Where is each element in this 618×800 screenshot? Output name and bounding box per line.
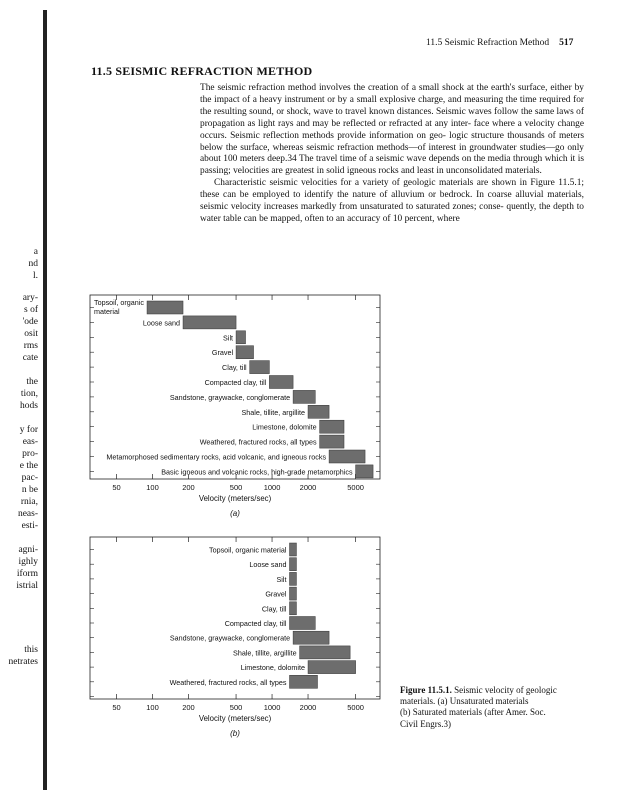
category-label: Silt — [223, 333, 234, 343]
category-label: Weathered, fractured rocks, all types — [169, 677, 287, 687]
text-line: follow the same laws of propagation as light rays and may be reflected or refracted at any inter- — [200, 106, 584, 129]
gutter-fragment: netrates — [8, 657, 38, 667]
x-tick-label: 5000 — [347, 483, 364, 492]
range-bar — [300, 646, 351, 659]
category-label: Limestone, dolomite — [252, 422, 317, 432]
running-header — [426, 38, 573, 48]
gutter-fragment: l. — [32, 271, 38, 281]
x-tick-label: 200 — [182, 703, 195, 712]
gutter-fragment: tion, — [20, 389, 38, 399]
running-title: 11.5 Seismic Refraction Method — [426, 38, 550, 48]
range-bar — [356, 465, 373, 478]
x-tick-label: 2000 — [299, 703, 317, 712]
caption-line: Seismic velocity of geologic — [454, 685, 557, 695]
range-bar — [290, 572, 297, 585]
figure-11-5-1b-chart — [82, 531, 392, 761]
range-bar — [293, 390, 315, 403]
gutter-fragment: this — [24, 645, 38, 655]
category-label: Limestone, dolomite — [240, 663, 306, 673]
range-bar — [147, 301, 183, 314]
category-label: material — [94, 307, 120, 316]
paragraph-text — [200, 83, 584, 178]
text-line: time required for the resulting sound, or shock, wave to travel known distances. Seismic waves — [200, 94, 585, 117]
category-label: Weathered, fractured rocks, all types — [199, 437, 317, 447]
category-label: Loose sand — [142, 318, 181, 328]
gutter-fragment: pro- — [22, 449, 38, 459]
x-tick-label: 100 — [146, 483, 159, 492]
category-label: Loose sand — [249, 560, 287, 570]
gutter-fragment: neas- — [17, 509, 38, 519]
gutter-fragment: iform — [16, 569, 38, 579]
caption-line: (b) Saturated materials (after Amer. Soc. — [400, 707, 546, 718]
category-label: Shale, tillite, argillite — [241, 407, 306, 417]
gutter-fragment: ary- — [22, 293, 38, 303]
gutter-fragment: n be — [21, 485, 38, 495]
gutter-fragment: istrial — [16, 581, 38, 591]
paragraph-1 — [200, 83, 584, 178]
x-axis-label: Velocity (meters/sec) — [198, 494, 272, 503]
category-label: Compacted clay, till — [204, 378, 267, 387]
x-tick-label: 2000 — [299, 483, 317, 492]
text-line: quently, the depth to water table can be mapped, often to an accuracy of 10 percent, where — [200, 202, 584, 224]
category-label: Topsoil, organic material — [209, 545, 287, 555]
category-label: Gravel — [265, 589, 287, 599]
category-label: Compacted clay, till — [224, 619, 287, 628]
caption-line: Civil Engrs.3) — [400, 718, 451, 729]
gutter-fragment: e the — [19, 461, 38, 471]
gutter-fragment: a — [33, 247, 38, 257]
text-line: rocks and least in unconsolidated materials. — [378, 166, 542, 177]
page-number: 517 — [559, 38, 574, 48]
gutter-fragment: s of — [24, 305, 38, 315]
gutter-fragment: nd — [28, 259, 38, 269]
panel-label: (a) — [230, 509, 240, 518]
facing-page-fragments — [0, 246, 38, 676]
range-bar — [308, 405, 329, 418]
text-line: interest in groundwater studies—go only about 100 meters deep.34 The travel time of a seismic — [200, 142, 584, 165]
category-label: Topsoil, organic — [94, 298, 144, 307]
x-axis-label: Velocity (meters/sec) — [198, 714, 272, 723]
category-label: Basic igneous and volcanic rocks, high-grade metamorphics — [161, 467, 353, 477]
plot-frame — [90, 537, 380, 699]
text-line: Characteristic seismic velocities for a variety of geologic materials are shown in Figure — [214, 178, 559, 189]
binding-spine — [40, 10, 50, 790]
gutter-fragment: esti- — [21, 521, 38, 531]
text-line: wave depends on the media through which it is passing; velocities are greatest in solid igneous — [200, 154, 585, 177]
category-label: Metamorphosed sedimentary rocks, acid volcanic, and igneous rocks — [106, 452, 327, 462]
text-line: materials, seismic velocity increases markedly from unsaturated to saturated zones; conse- — [200, 190, 584, 213]
x-tick-label: 50 — [112, 483, 121, 492]
body-text — [200, 83, 584, 226]
x-tick-label: 200 — [182, 483, 195, 492]
gutter-fragment: 'ode — [22, 317, 38, 327]
text-line: 11.5.1; these can be employed to identify the nature of alluvium or bedrock. In coarse alluvial — [200, 178, 584, 201]
range-bar — [290, 675, 318, 688]
x-tick-label: 5000 — [347, 703, 364, 712]
text-line: face where a velocity change occurs. Seismic reflection methods provide information on geo- — [200, 118, 585, 141]
gutter-fragment: agni- — [18, 545, 38, 555]
range-bar — [290, 587, 297, 600]
range-bar — [308, 661, 356, 674]
range-bar — [290, 558, 297, 571]
range-bar — [320, 435, 344, 448]
paragraph-2 — [200, 178, 584, 226]
panel-label: (b) — [230, 729, 240, 738]
gutter-fragment: osit — [24, 329, 38, 339]
range-bar — [236, 346, 253, 359]
figure-caption — [400, 685, 580, 730]
gutter-fragment: hods — [20, 401, 38, 411]
range-bar — [183, 316, 236, 329]
gutter-fragment: the — [26, 377, 38, 387]
section-title: 11.5 SEISMIC REFRACTION METHOD — [91, 64, 313, 78]
category-label: Sandstone, graywacke, conglomerate — [169, 633, 291, 643]
x-tick-label: 1000 — [263, 483, 281, 492]
range-bar — [290, 543, 297, 556]
range-bar — [293, 631, 329, 644]
gutter-fragment: y for — [19, 425, 38, 435]
x-tick-label: 500 — [229, 483, 243, 492]
caption-line: materials. (a) Unsaturated materials — [400, 696, 529, 707]
category-label: Clay, till — [261, 604, 287, 614]
category-label: Gravel — [211, 348, 234, 358]
range-bar — [250, 361, 270, 374]
text-line: The seismic refraction method involves the creation of a small shock at the earth's surface, — [200, 83, 551, 93]
range-bar — [236, 331, 245, 344]
figure-label: Figure 11.5.1. — [400, 685, 452, 695]
x-tick-label: 50 — [112, 703, 121, 712]
gutter-fragment: rnia, — [20, 497, 38, 507]
range-bar — [329, 450, 365, 463]
figure-11-5-1a-chart — [82, 287, 392, 527]
gutter-fragment: ighly — [18, 557, 38, 567]
range-bar — [269, 376, 293, 389]
category-label: Silt — [276, 574, 287, 584]
x-tick-label: 1000 — [263, 703, 281, 712]
gutter-fragment: cate — [22, 353, 38, 363]
range-bar — [290, 617, 316, 630]
gutter-fragment: rms — [23, 341, 38, 351]
range-bar — [320, 420, 344, 433]
category-label: Clay, till — [222, 363, 247, 373]
category-label: Sandstone, graywacke, conglomerate — [169, 392, 291, 402]
category-label: Shale, tillite, argillite — [233, 648, 297, 658]
x-tick-label: 500 — [229, 703, 243, 712]
paragraph-text — [200, 178, 584, 226]
text-line: logic structure thousands of meters below the surface, whereas seismic refraction methods—of — [200, 130, 584, 153]
text-line: either by the impact of a heavy instrument or by a small explosive charge, and measuring the — [200, 83, 584, 105]
gutter-fragment: pac- — [21, 473, 38, 483]
range-bar — [290, 602, 297, 615]
gutter-fragment: eas- — [22, 437, 38, 447]
x-tick-label: 100 — [146, 703, 159, 712]
